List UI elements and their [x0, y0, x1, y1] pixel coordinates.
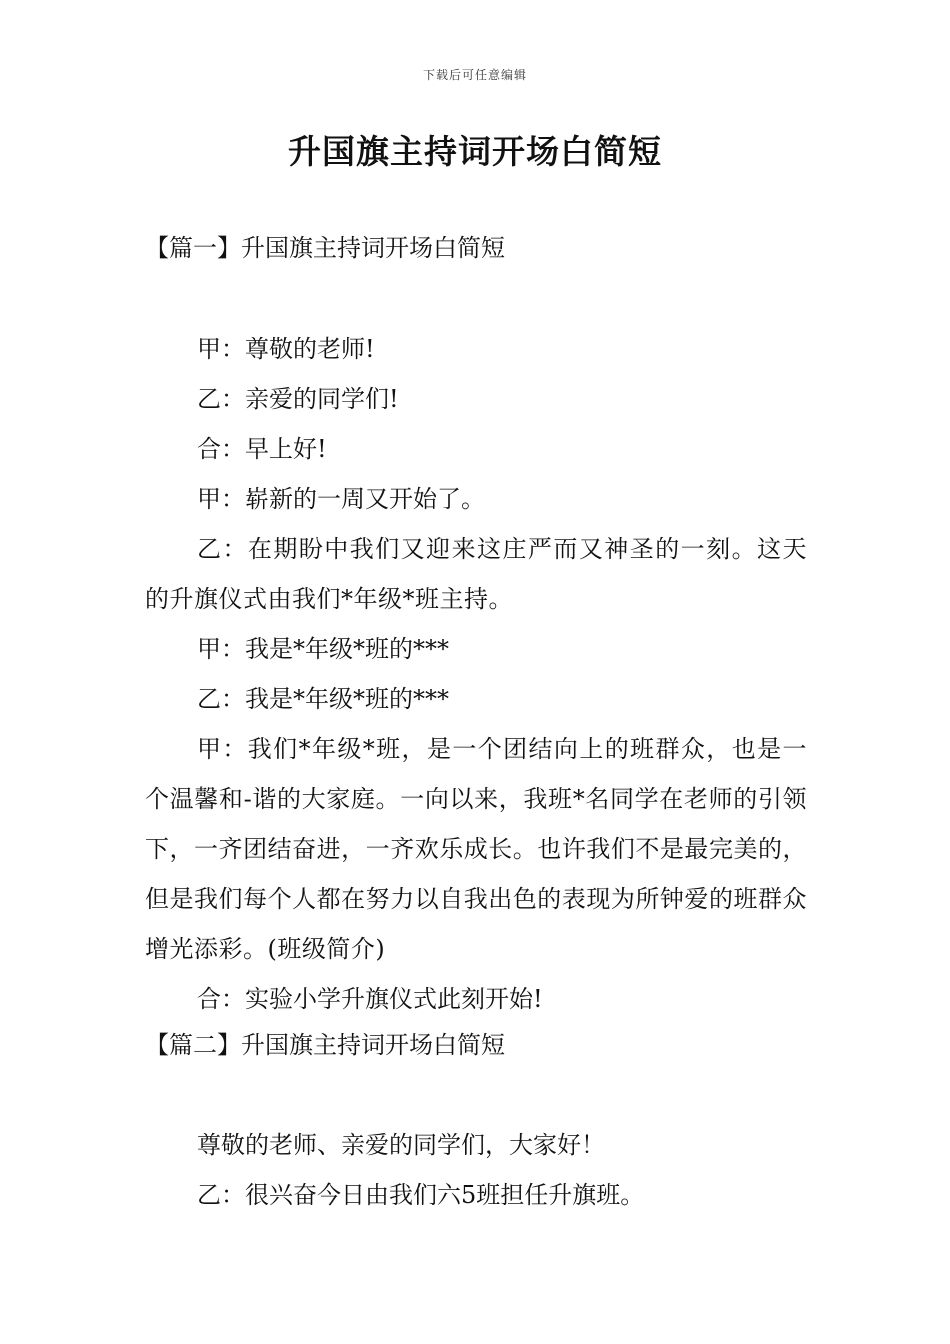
section-body-1: [145, 324, 807, 1024]
section-heading-2: 【篇二】升国旗主持词开场白简短: [145, 1031, 505, 1059]
dialogue-line: 尊敬的老师、亲爱的同学们，大家好！: [197, 1131, 605, 1159]
dialogue-paragraph: 乙：在期盼中我们又迎来这庄严而又神圣的一刻。这天的升旗仪式由我们*年级*班主持。: [145, 535, 807, 613]
document-title: 升国旗主持词开场白简短: [288, 132, 662, 171]
dialogue-line: 甲：我是*年级*班的***: [197, 635, 449, 663]
dialogue-line: 乙：我是*年级*班的***: [197, 685, 449, 713]
dialogue-line: 甲：尊敬的老师!: [197, 335, 375, 363]
section-heading-1: 【篇一】升国旗主持词开场白简短: [145, 234, 505, 262]
dialogue-line: 乙：很兴奋今日由我们六5班担任升旗班。: [197, 1181, 645, 1209]
dialogue-line: 甲：崭新的一周又开始了。: [197, 485, 485, 513]
dialogue-paragraph: 甲：我们*年级*班，是一个团结向上的班群众，也是一个温馨和-谐的大家庭。一向以来，我班*名同学在老师的引领下，一齐团结奋进，一齐欢乐成长。也许我们不是最完美的，但是我们每个人都在努力以自我出色的表现为所钟爱的班群众增光添彩。(班级简介): [145, 735, 807, 963]
section-body-2: [145, 1120, 807, 1220]
dialogue-line: 合：早上好!: [197, 435, 327, 463]
header-note: 下载后可任意编辑: [422, 68, 527, 82]
dialogue-line: 乙：亲爱的同学们!: [197, 385, 399, 413]
dialogue-line: 合：实验小学升旗仪式此刻开始!: [197, 985, 543, 1013]
